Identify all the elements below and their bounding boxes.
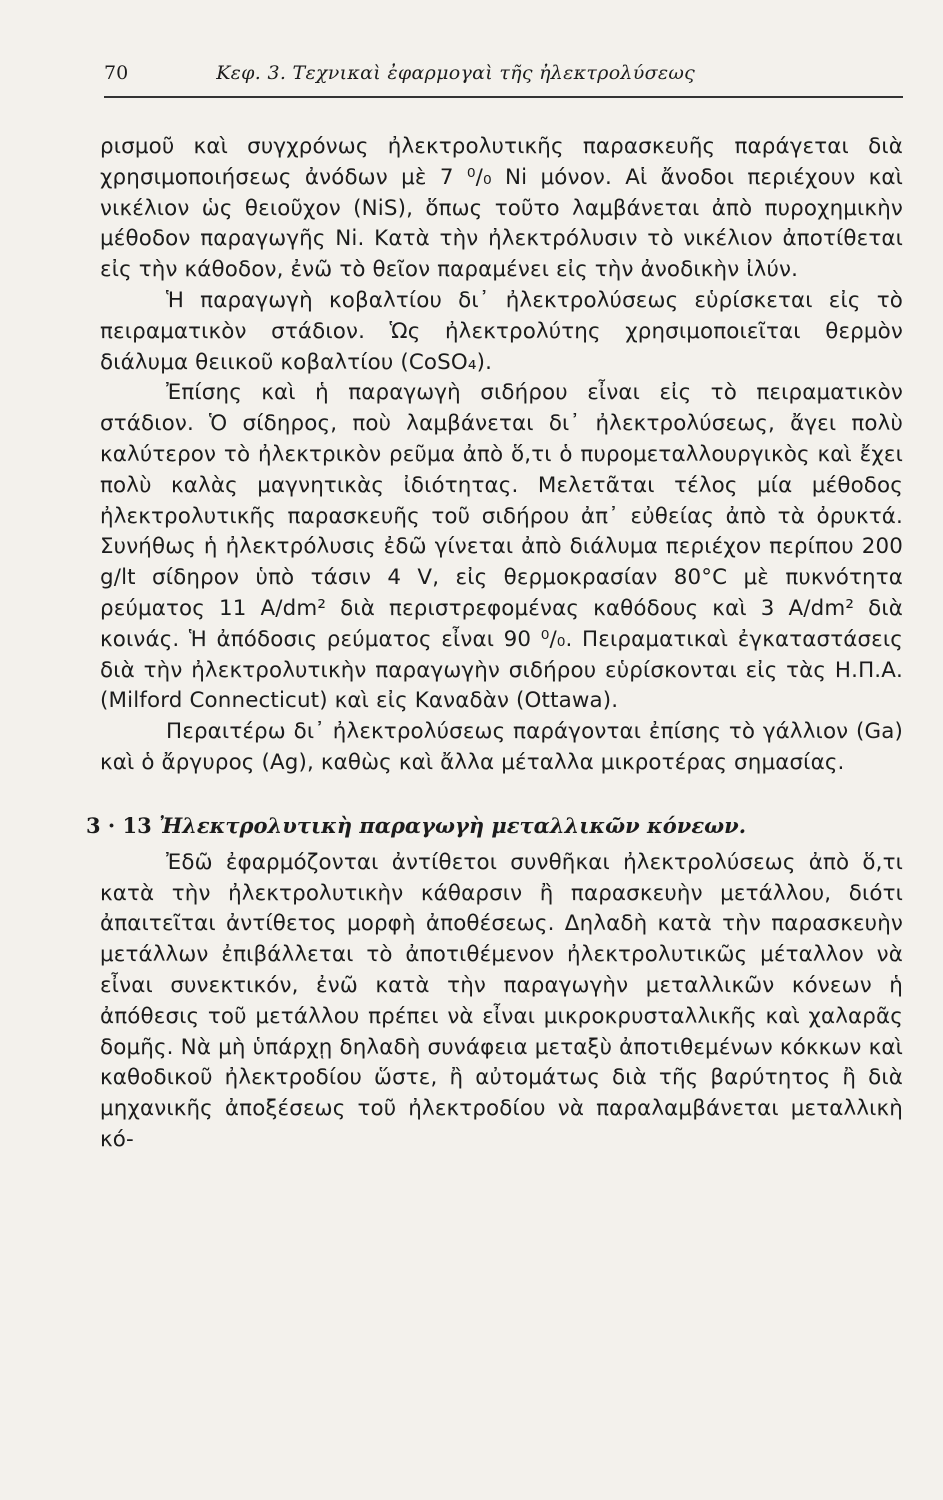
paragraph-gallium-silver: Περαιτέρω δι᾽ ἠλεκτρολύσεως παράγονται ἐπίσης τὸ γάλλιον (Ga) καὶ ὁ ἄργυρος (Ag), καθὼς καὶ ἄλλα μέταλλα μικροτέρας σημασίας. bbox=[100, 719, 903, 775]
section-title: Ἠλεκτρολυτικὴ παραγωγὴ μεταλλικῶν κόνεων. bbox=[159, 812, 747, 838]
body-text bbox=[86, 132, 903, 1156]
paragraph-nickel: ρισμοῦ καὶ συγχρόνως ἠλεκτρολυτικῆς παρασκευῆς παράγεται διὰ χρησιμοποιήσεως ἀνόδων μὲ 7 ⁰/₀ Ni μόνον. Αἱ ἄνοδοι περιέχουν καὶ νικέλιον ὡς θειοῦχον (NiS), ὅπως τοῦτο λαμβάνεται ἀπὸ πυροχημικὴν μέθοδον παραγωγῆς Ni. Κατὰ τὴν ἠλεκτρόλυσιν τὸ νικέλιον ἀποτίθεται εἰς τὴν κάθοδον, ἐνῶ τὸ θεῖον παραμένει εἰς τὴν ἀνοδικὴν ἰλύν. bbox=[100, 134, 903, 283]
running-header bbox=[104, 62, 903, 98]
section-heading bbox=[86, 813, 903, 838]
paragraph-iron: Ἐπίσης καὶ ἡ παραγωγὴ σιδήρου εἶναι εἰς τὸ πειραματικὸν στάδιον. Ὁ σίδηρος, ποὺ λαμβάνεται δι᾽ ἠλεκτρολύσεως, ἄγει πολὺ καλύτερον τὸ ἠλεκτρικὸν ρεῦμα ἀπὸ ὅ,τι ὁ πυρομεταλλουργικὸς καὶ ἔχει πολὺ καλὰς μαγνητικὰς ἰδιότητας. Μελετᾶται τέλος μία μέθοδος ἠλεκτρολυτικῆς παρασκευῆς τοῦ σιδήρου ἀπ᾽ εὐθείας ἀπὸ τὰ ὀρυκτά. Συνήθως ἡ ἠλεκτρόλυσις ἐδῶ γίνεται ἀπὸ διάλυμα περιέχον περίπου 200 g/lt σίδηρον ὑπὸ τάσιν 4 V, εἰς θερμοκρασίαν 80°C μὲ πυκνότητα ρεύματος 11 A/dm² διὰ περιστρεφομένας καθόδους καὶ 3 A/dm² διὰ κοινάς. Ἡ ἀπόδοσις ρεύματος εἶναι 90 ⁰/₀. Πειραματικαὶ ἐγκαταστάσεις διὰ τὴν ἠλεκτρολυτικὴν παραγωγὴν σιδήρου εὑρίσκονται εἰς τὰς Η.Π.Α. (Milford Connecticut) καὶ εἰς Καναδὰν (Ottawa). bbox=[100, 380, 903, 714]
page-number: 70 bbox=[104, 62, 129, 84]
paragraph-metal-powders: Ἐδῶ ἐφαρμόζονται ἀντίθετοι συνθῆκαι ἠλεκτρολύσεως ἀπὸ ὅ,τι κατὰ τὴν ἠλεκτρολυτικὴν κάθαρσιν ἢ παρασκευὴν μετάλλου, διότι ἀπαιτεῖται ἀντίθετος μορφὴ ἀποθέσεως. Δηλαδὴ κατὰ τὴν παρασκευὴν μετάλλων ἐπιβάλλεται τὸ ἀποτιθέμενον ἠλεκτρολυτικῶς μέταλλον νὰ εἶναι συνεκτικόν, ἐνῶ κατὰ τὴν παραγωγὴν μεταλλικῶν κόνεων ἡ ἀπόθεσις τοῦ μετάλλου πρέπει νὰ εἶναι μικροκρυσταλλικῆς καὶ χαλαρᾶς δομῆς. Νὰ μὴ ὑπάρχῃ δηλαδὴ συνάφεια μεταξὺ ἀποτιθεμένων κόκκων καὶ καθοδικοῦ ἠλεκτροδίου ὥστε, ἢ αὐτομάτως διὰ τῆς βαρύτητος ἢ διὰ μηχανικῆς ἀποξέσεως τοῦ ἠλεκτροδίου νὰ παραλαμβάνεται μεταλλικὴ κό- bbox=[100, 849, 903, 1152]
section-number: 3 · 13 bbox=[86, 812, 152, 838]
paragraph-cobalt: Ἡ παραγωγὴ κοβαλτίου δι᾽ ἠλεκτρολύσεως εὑρίσκεται εἰς τὸ πειραματικὸν στάδιον. Ὡς ἠλεκτρολύτης χρησιμοποιεῖται θερμὸν διάλυμα θειικοῦ κοβαλτίου (CoSO₄). bbox=[100, 287, 903, 375]
chapter-title: Κεφ. 3. Τεχνικαὶ ἐφαρμογαὶ τῆς ἠλεκτρολύσεως bbox=[216, 62, 696, 84]
